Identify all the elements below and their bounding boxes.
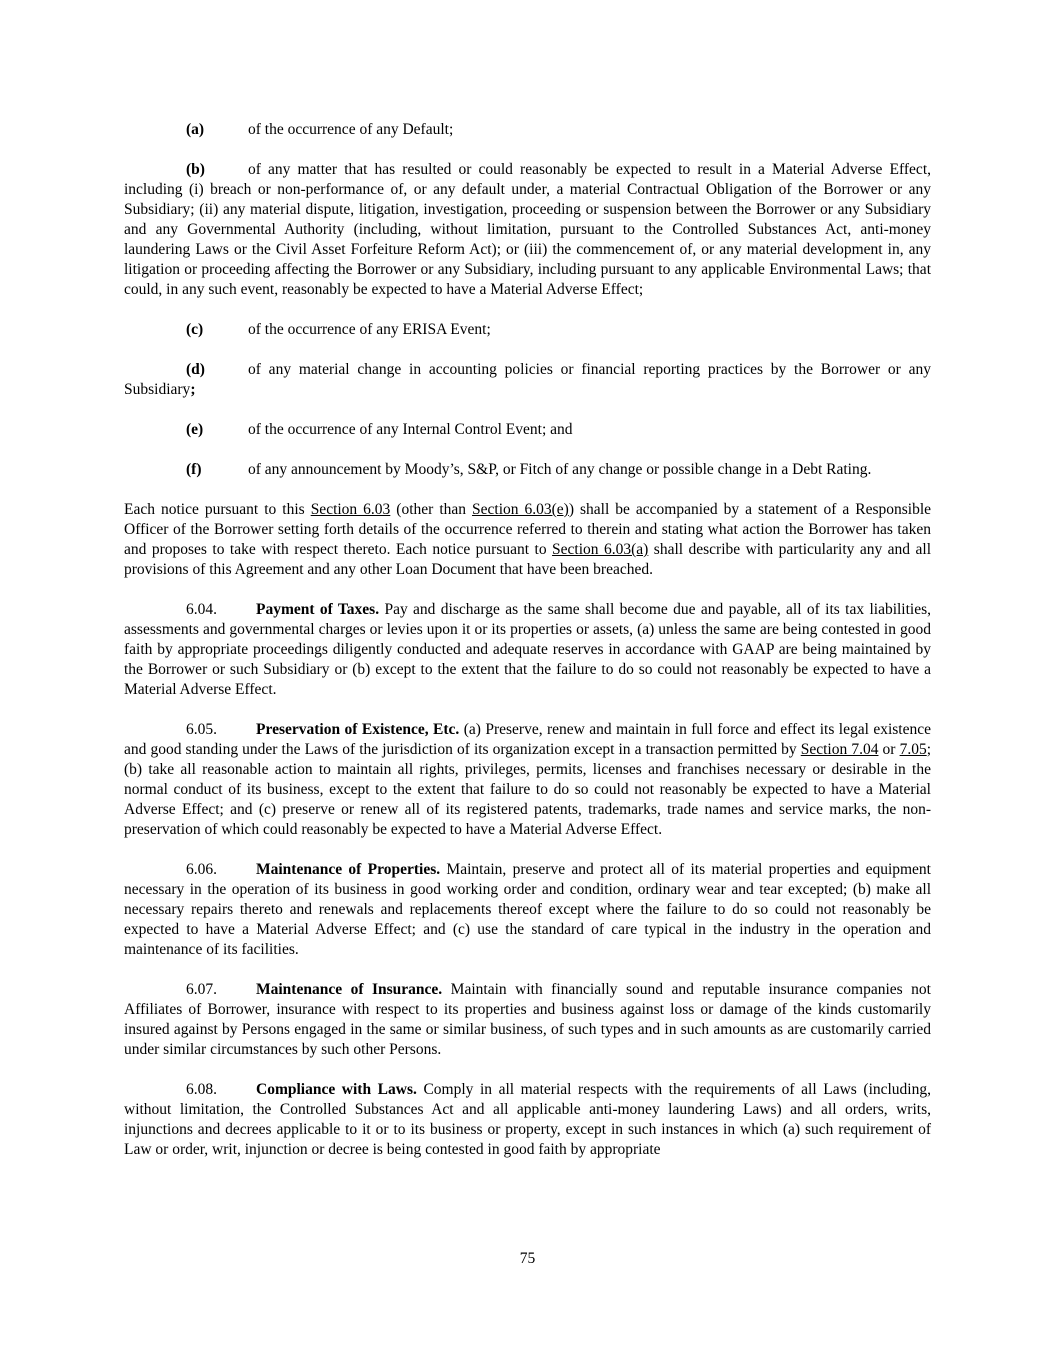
notice-text: Each notice pursuant to this [124, 501, 311, 518]
section-title: Maintenance of Insurance. [256, 981, 443, 998]
section-number: 6.08. [186, 1081, 217, 1098]
clause-f [124, 460, 931, 480]
section-text: Maintain with financially sound and reputable insurance companies not Affiliates of Borrower, insurance with respect to its properties and business against loss or damage of the kinds customarily insured against by Persons engaged in the same or similar business, of such types and in such amounts as are customarily carried under similar circumstances by such other Persons. [124, 981, 931, 1058]
section-text: or [878, 741, 900, 758]
section-6-04 [124, 600, 931, 700]
clause-text: of the occurrence of any Default; [248, 121, 454, 138]
section-text: Maintain, preserve and protect all of its material properties and equipment necessary in the operation of its business in good working order and condition, ordinary wear and tear excepted; (b) make all necessary repairs thereto and renewals and replacements thereof except where the failure to do so could not reasonably be expected to have a Material Adverse Effect; and (c) use the standard of care typical in the industry in the operation and maintenance of its facilities. [124, 861, 931, 958]
notice-text: (other than [390, 501, 473, 518]
section-text: Comply in all material respects with the requirements of all Laws (including, without limitation, the Controlled Substances Act and all applicable anti-money laundering Laws) and all orders, writs, injunctions and decrees applicable to it or to its business or property, except in such instances in which (a) such requirement of Law or order, writ, injunction or decree is being contested in good faith by appropriate [124, 1081, 931, 1158]
clause-text: of any announcement by Moody’s, S&P, or Fitch of any change or possible change in a Debt Rating. [248, 461, 872, 478]
section-6-05 [124, 720, 931, 840]
section-6-06 [124, 860, 931, 960]
clause-c [124, 320, 931, 340]
clause-label: (b) [186, 161, 205, 178]
notice-text: ) shall be accompanied by a statement of a Responsible Officer of the Borrower setting forth details of the occurrence referred to therein and stating what action the Borrower has taken and proposes to take with respect thereto. Each notice pursuant to [124, 501, 932, 558]
section-title: Preservation of Existence, Etc. [256, 721, 460, 738]
page-number: 75 [519, 1250, 536, 1267]
notice-text: shall describe with particularity any and all provisions of this Agreement and any other Loan Document that have been breached. [124, 541, 932, 578]
clause-label: (e) [186, 421, 204, 438]
clause-text: of any material change in accounting policies or financial reporting practices by the Borrower or any Subsidiary [124, 361, 931, 398]
clause-text: of any matter that has resulted or could reasonably be expected to result in a Material Adverse Effect, including (i) breach or non-performance of, or any default under, a material Contractual Obligation of the Borrower or any Subsidiary; (ii) any material dispute, litigation, investigation, proceeding or suspension between the Borrower or any Subsidiary and any Governmental Authority (including, without limitation, pursuant to the Controlled Substances Act, anti-money laundering Laws or the Civil Asset Forfeiture Reform Act); or (iii) the commencement of, or any material development in, any litigation or proceeding affecting the Borrower or any Subsidiary, including pursuant to any applicable Environmental Laws; that could, in any such event, reasonably be expected to have a Material Adverse Effect; [124, 161, 931, 298]
clause-label: (f) [186, 461, 202, 478]
clause-label: (a) [186, 121, 205, 138]
section-reference: 7.05 [899, 741, 927, 758]
section-6-08 [124, 1080, 931, 1160]
section-number: 6.05. [186, 721, 217, 738]
section-title: Payment of Taxes. [256, 601, 380, 618]
section-number: 6.04. [186, 601, 217, 618]
document-page [124, 120, 931, 1180]
clause-label: (c) [186, 321, 204, 338]
clause-b [124, 160, 931, 300]
clause-d [124, 360, 931, 400]
notice-paragraph [124, 500, 931, 580]
section-reference: Section 7.04 [800, 741, 879, 758]
section-text: Pay and discharge as the same shall become due and payable, all of its tax liabilities, assessments and governmental charges or levies upon it or its properties or assets, (a) unless the same are being contested in good faith by appropriate proceedings diligently conducted and adequate reserves in accordance with GAAP are being maintained by the Borrower or such Subsidiary or (b) except to the extent that the failure to do so could not reasonably be expected to have a Material Adverse Effect. [124, 601, 932, 698]
section-number: 6.06. [186, 861, 217, 878]
section-6-07 [124, 980, 931, 1060]
section-reference: Section 6.03(a) [552, 541, 649, 558]
section-number: 6.07. [186, 981, 217, 998]
clause-text: of the occurrence of any ERISA Event; [248, 321, 491, 338]
section-title: Compliance with Laws. [256, 1081, 417, 1098]
clause-e [124, 420, 931, 440]
clause-label: (d) [186, 361, 205, 378]
section-reference: Section 6.03(e) [472, 501, 569, 518]
section-title: Maintenance of Properties. [256, 861, 441, 878]
clause-text: of the occurrence of any Internal Control Event; and [248, 421, 573, 438]
clause-suffix: ; [190, 381, 196, 398]
section-reference: Section 6.03 [310, 501, 391, 518]
clause-a [124, 120, 931, 140]
section-text: (a) Preserve, renew and maintain in full force and effect its legal existence and good standing under the Laws of the jurisdiction of its organization except in a transaction permitted by [124, 721, 931, 758]
section-text: ; (b) take all reasonable action to maintain all rights, privileges, permits, licenses and franchises necessary or desirable in the normal conduct of its business, except to the extent that failure to do so could not reasonably be expected to have a Material Adverse Effect; and (c) preserve or renew all of its registered patents, trademarks, trade names and service marks, the non-preservation of which could reasonably be expected to have a Material Adverse Effect. [124, 741, 931, 838]
